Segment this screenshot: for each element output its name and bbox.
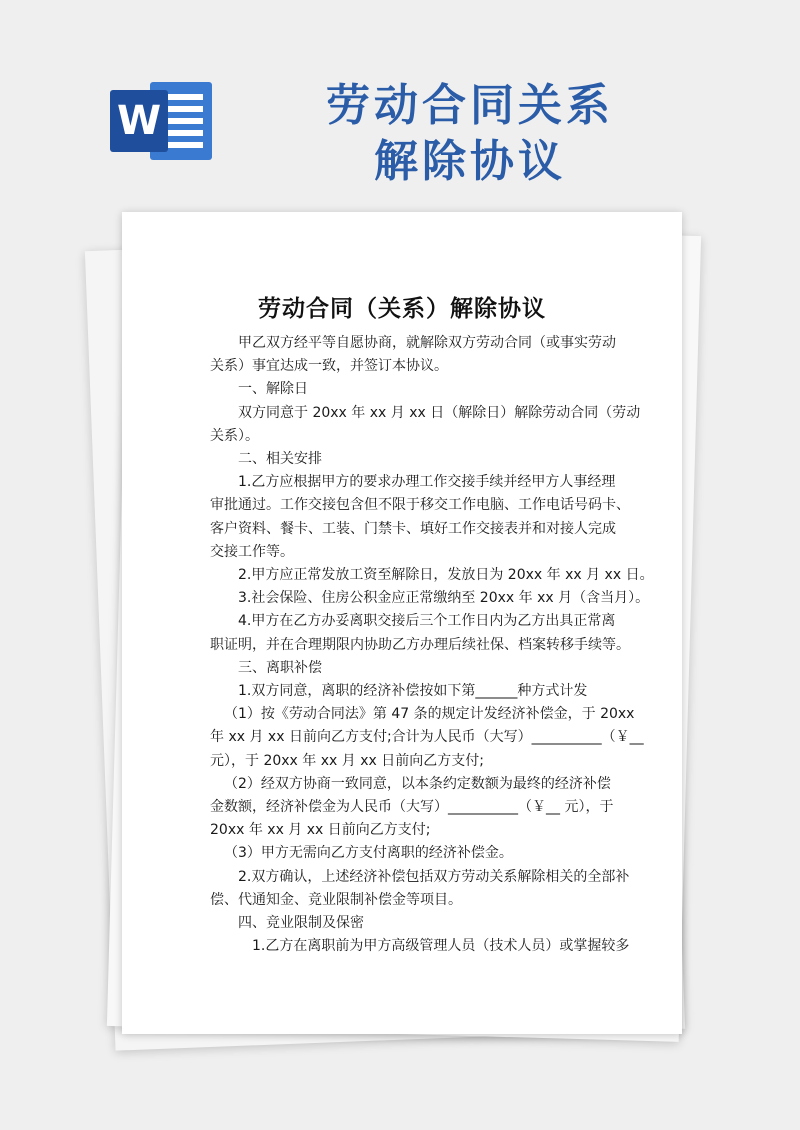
paragraph-line: 3.社会保险、住房公积金应正常缴纳至 20xx 年 xx 月（含当月）。: [238, 590, 650, 607]
word-logo-line: [165, 118, 203, 124]
paragraph-line: 1.双方同意，离职的经济补偿按如下第______种方式计发: [238, 683, 588, 700]
paragraph-line: 元），于 20xx 年 xx 月 xx 日前向乙方支付;: [210, 752, 484, 769]
paragraph-line: 2.甲方应正常发放工资至解除日，发放日为 20xx 年 xx 月 xx 日。: [238, 567, 654, 584]
paragraph-line: 双方同意于 20xx 年 xx 月 xx 日（解除日）解除劳动合同（劳动: [238, 404, 641, 421]
paragraph-line: 审批通过。工作交接包含但不限于移交工作电脑、工作电话号码卡、: [210, 497, 630, 514]
page-heading: [290, 78, 650, 190]
paragraph-line: 甲乙双方经平等自愿协商，就解除双方劳动合同（或事实劳动: [238, 335, 616, 351]
paragraph-line: 1.乙方应根据甲方的要求办理工作交接手续并经甲方人事经理: [238, 474, 616, 491]
paragraph-line: 关系）。: [210, 427, 259, 444]
paragraph-line: 职证明，并在合理期限内协助乙方办理后续社保、档案转移手续等。: [210, 636, 630, 653]
paragraph-line: 客户资料、餐卡、工装、门禁卡、填好工作交接表并和对接人完成: [210, 520, 616, 537]
word-logo-icon: [110, 78, 214, 164]
word-logo-letter: W: [116, 98, 162, 144]
paragraph-line: （2）经双方协商一致同意，以本条约定数额为最终的经济补偿: [224, 775, 611, 792]
paragraph-line: 金数额，经济补偿金为人民币（大写）__________（￥__ 元），于: [210, 799, 614, 816]
paragraph-line: 2.双方确认，上述经济补偿包括双方劳动关系解除相关的全部补: [238, 868, 630, 885]
paragraph-line: 1.乙方在离职前为甲方高级管理人员（技术人员）或掌握较多: [252, 938, 630, 955]
paragraph-line: 年 xx 月 xx 日前向乙方支付;合计为人民币（大写）__________（￥__: [210, 729, 644, 746]
word-logo-line: [165, 94, 203, 100]
word-logo-line: [165, 142, 203, 148]
document-body: [210, 332, 654, 958]
heading-line-1: 劳动合同关系: [326, 80, 614, 131]
paragraph-line: 4.甲方在乙方办妥离职交接后三个工作日内为乙方出具正常离: [238, 613, 616, 630]
paragraph-line: 交接工作等。: [210, 543, 294, 560]
word-logo-line: [165, 130, 203, 136]
section-heading: 三、离职补偿: [238, 659, 322, 676]
section-heading: 二、相关安排: [238, 451, 322, 468]
document-title: 劳动合同（关系）解除协议: [258, 296, 546, 322]
word-logo-line: [165, 106, 203, 112]
paragraph-line: 关系）事宜达成一致，并签订本协议。: [210, 358, 448, 375]
paragraph-line: 偿、代通知金、竞业限制补偿金等项目。: [210, 891, 462, 908]
paragraph-line: 20xx 年 xx 月 xx 日前向乙方支付;: [210, 822, 431, 839]
paragraph-line: （1）按《劳动合同法》第 47 条的规定计发经济补偿金，于 20xx: [224, 706, 635, 723]
document-page: [122, 212, 682, 1034]
section-heading: 一、解除日: [238, 381, 308, 398]
paragraph-line: （3）甲方无需向乙方支付离职的经济补偿金。: [224, 845, 513, 862]
heading-line-2: 解除协议: [374, 136, 566, 187]
section-heading: 四、竞业限制及保密: [238, 915, 364, 932]
